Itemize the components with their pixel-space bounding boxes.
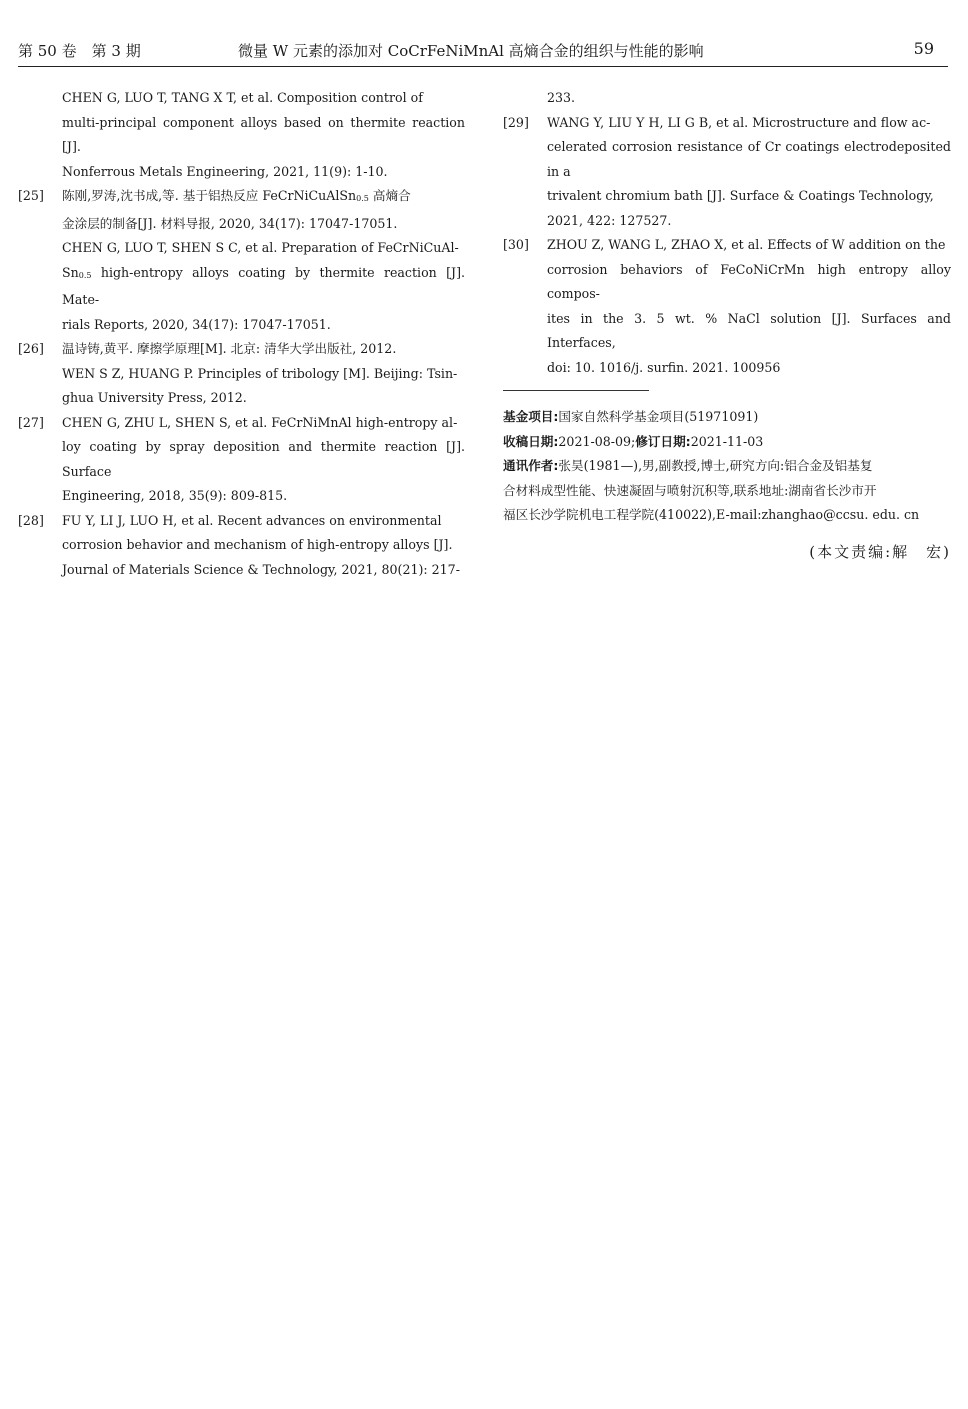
reference-30 — [503, 233, 951, 380]
page-header — [18, 36, 948, 67]
reference-line: 233. — [547, 90, 576, 105]
reference-text: high-entropy alloys coating by thermite reaction [J]. Mate- — [62, 264, 465, 307]
page-number: 59 — [913, 39, 934, 58]
reference-line — [62, 184, 465, 212]
reference-number: [29] — [503, 114, 529, 130]
reference-28-continued — [503, 86, 951, 111]
revised-date: 2021-11-03 — [690, 433, 764, 449]
reference-line: CHEN G, LUO T, TANG X T, et al. Composition control of — [62, 90, 423, 105]
reference-line — [62, 261, 465, 313]
reference-line: WEN S Z, HUANG P. Principles of tribology [M]. Beijing: Tsin- — [62, 365, 458, 381]
reference-line: CHEN G, ZHU L, SHEN S, et al. FeCrNiMnAl high-entropy al- — [62, 414, 458, 430]
reference-line: ZHOU Z, WANG L, ZHAO X, et al. Effects of W addition on the — [547, 237, 946, 252]
reference-line: celerated corrosion resistance of Cr coatings electrodeposited in a — [547, 139, 951, 179]
reference-29 — [503, 111, 951, 234]
reference-line: Journal of Materials Science & Technology, 2021, 80(21): 217- — [62, 561, 460, 577]
reference-text: 陈刚,罗涛,沈书成,等. 基于铝热反应 FeCrNiCuAlSn — [62, 188, 357, 203]
revised-label: 修订日期: — [635, 433, 691, 449]
reference-line: ites in the 3. 5 wt. % NaCl solution [J]. Surfaces and Interfaces, — [547, 310, 951, 350]
reference-number: [30] — [503, 237, 529, 252]
reference-line: doi: 10. 1016/j. surfin. 2021. 100956 — [547, 359, 781, 375]
subscript: 0.5 — [78, 270, 92, 280]
reference-line: multi-principal component alloys based on thermite reaction [J]. — [62, 114, 465, 154]
reference-number: [26] — [18, 341, 44, 356]
funding-text: 国家自然科学基金项目(51971091) — [558, 409, 759, 424]
reference-line: WANG Y, LIU Y H, LI G B, et al. Microstructure and flow ac- — [547, 114, 931, 130]
received-label: 收稿日期: — [503, 433, 559, 449]
reference-26 — [18, 337, 465, 411]
reference-line: Engineering, 2018, 35(9): 809-815. — [62, 488, 288, 503]
reference-line: Nonferrous Metals Engineering, 2021, 11(9): 1-10. — [62, 163, 388, 179]
correspondence-line: 合材料成型性能、快速凝固与喷射沉积等,联系地址:湖南省长沙市开 — [503, 482, 877, 498]
article-info — [503, 405, 951, 528]
reference-24-continued — [18, 86, 465, 184]
correspondence-line — [503, 454, 951, 479]
reference-28 — [18, 509, 465, 583]
reference-line: corrosion behaviors of FeCoNiCrMn high entropy alloy compos- — [547, 261, 951, 301]
reference-line: rials Reports, 2020, 34(17): 17047-17051. — [62, 316, 331, 332]
correspondence-line: 福区长沙学院机电工程学院(410022),E-mail:zhanghao@ccsu. edu. cn — [503, 507, 920, 522]
reference-line: 金涂层的制备[J]. 材料导报, 2020, 34(17): 17047-17051. — [62, 215, 398, 231]
journal-volume-issue: 第 50 卷 第 3 期 — [18, 42, 141, 60]
running-title: 微量 W 元素的添加对 CoCrFeNiMnAl 高熵合金的组织与性能的影响 — [238, 42, 704, 60]
reference-line: CHEN G, LUO T, SHEN S C, et al. Preparation of FeCrNiCuAl- — [62, 240, 459, 255]
subscript: 0.5 — [356, 194, 369, 203]
reference-line: ghua University Press, 2012. — [62, 390, 247, 405]
reference-line: 温诗铸,黄平. 摩擦学原理[M]. 北京: 清华大学出版社, 2012. — [62, 341, 397, 356]
responsible-editor: (本文责编:解 宏) — [809, 542, 951, 561]
reference-text: Sn — [62, 264, 79, 280]
reference-number: [27] — [18, 414, 44, 430]
reference-number: [28] — [18, 512, 44, 528]
received-date: 2021-08-09; — [558, 433, 636, 449]
reference-line: 2021, 422: 127527. — [547, 212, 672, 228]
dates-line — [503, 430, 951, 455]
reference-text: 高熵合 — [368, 188, 411, 203]
reference-line: corrosion behavior and mechanism of high-entropy alloys [J]. — [62, 537, 453, 552]
reference-27 — [18, 411, 465, 509]
left-column — [18, 86, 465, 582]
reference-line: loy coating by spray deposition and thermite reaction [J]. Surface — [62, 439, 465, 479]
reference-line: trivalent chromium bath [J]. Surface & Coatings Technology, — [547, 188, 934, 203]
correspondence-text: 张昊(1981—),男,副教授,博士,研究方向:铝合金及铝基复 — [558, 458, 873, 473]
reference-line: FU Y, LI J, LUO H, et al. Recent advances on environmental — [62, 512, 442, 528]
right-column — [503, 86, 951, 564]
funding-line — [503, 405, 951, 430]
reference-25 — [18, 184, 465, 337]
correspondence-label: 通讯作者: — [503, 458, 559, 473]
reference-number: [25] — [18, 188, 44, 203]
funding-label: 基金项目: — [503, 409, 559, 424]
footnote-divider — [503, 390, 649, 391]
